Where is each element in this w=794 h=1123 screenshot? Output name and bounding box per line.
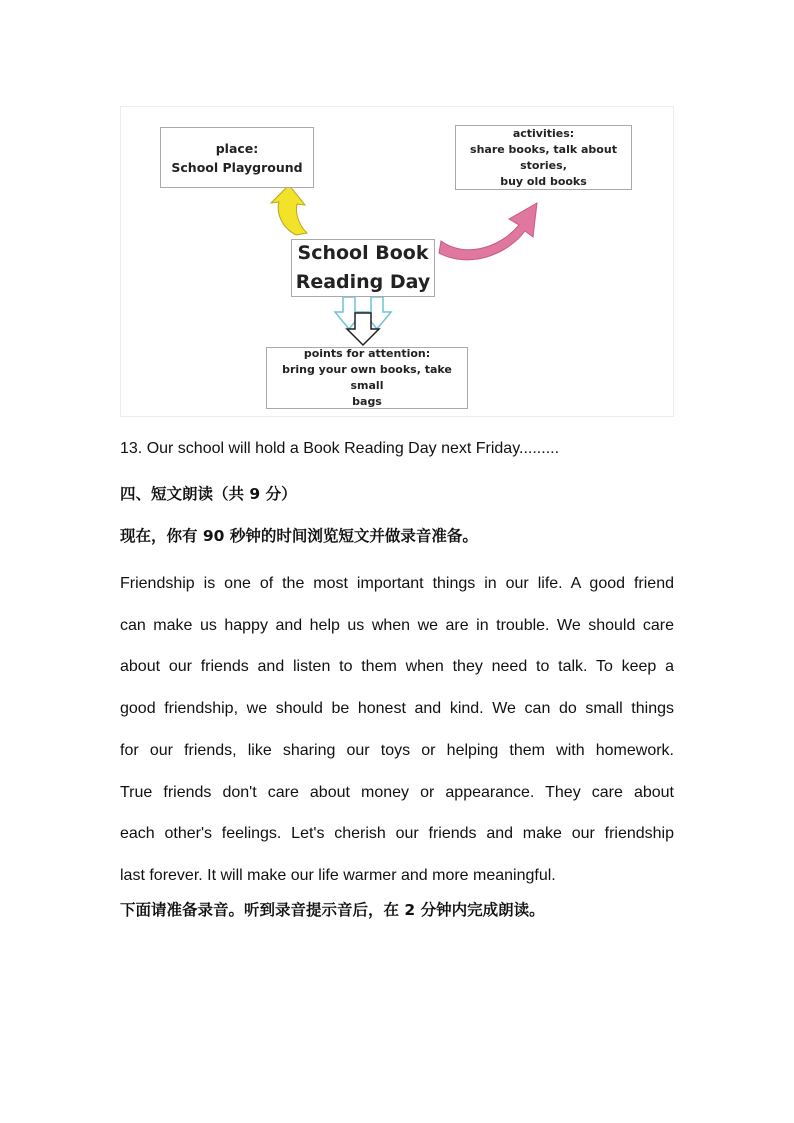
passage-line: for our friends, like sharing our toys or helping them with homework. — [120, 741, 674, 759]
pink-curved-arrow — [439, 203, 537, 260]
passage-line: last forever. It will make our life warmer and more meaningful. — [120, 866, 556, 884]
passage-line: each other's feelings. Let's cherish our friends and make our friendship — [120, 825, 674, 843]
passage-line: Friendship is one of the most important things in our life. A good friend — [120, 575, 674, 592]
activities-line-1: share books, talk about stories, — [470, 142, 617, 172]
center-title-line-2: Reading Day — [295, 271, 431, 293]
yellow-up-arrow — [271, 185, 307, 235]
points-box — [266, 347, 468, 409]
center-title-line-1: School Book — [297, 242, 429, 264]
center-title-box — [291, 239, 435, 297]
activities-box — [455, 125, 632, 190]
place-label: place: — [215, 140, 259, 156]
question-13: 13. Our school will hold a Book Reading Day next Friday......... — [120, 440, 560, 457]
preparation-instruction: 现在，你有 90 秒钟的时间浏览短文并做录音准备。 — [120, 527, 478, 545]
passage-line: about our friends and listen to them when they need to talk. To keep a — [120, 658, 674, 676]
place-value: School Playground — [171, 159, 303, 175]
reading-passage — [120, 563, 674, 897]
points-line-2: bags — [352, 395, 382, 408]
passage-line: can make us happy and help us when we are in trouble. We should care — [120, 616, 674, 634]
activities-line-2: buy old books — [500, 174, 587, 188]
section-heading: 四、短文朗读（共 9 分） — [120, 485, 297, 503]
points-label: points for attention: — [303, 347, 431, 360]
points-line-1: bring your own books, take small — [282, 363, 452, 392]
activities-label: activities: — [512, 126, 575, 140]
place-box — [160, 127, 314, 188]
reading-day-diagram — [120, 106, 674, 417]
passage-line: True friends don't care about money or appearance. They care about — [120, 783, 674, 801]
recording-instruction: 下面请准备录音。听到录音提示音后，在 2 分钟内完成朗读。 — [120, 901, 545, 919]
passage-line: good friendship, we should be honest and kind. We can do small things — [120, 700, 674, 718]
